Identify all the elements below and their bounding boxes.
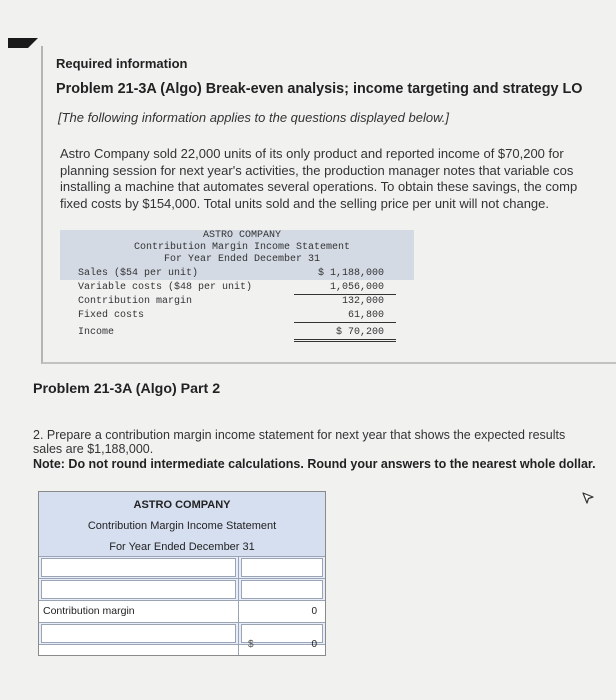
fixed-costs-label-input[interactable] xyxy=(41,624,236,643)
variable-costs-value: 1,056,000 xyxy=(329,282,384,293)
income-value: $ 70,200 xyxy=(335,327,384,338)
answer-company-name: ASTRO COMPANY xyxy=(133,499,231,511)
income-label: Income xyxy=(78,327,115,338)
income-total: 0 xyxy=(311,639,317,650)
contribution-margin-total: 0 xyxy=(311,606,317,617)
row-label-cell xyxy=(39,579,239,600)
contribution-margin-value: 132,000 xyxy=(341,296,384,307)
description-line: fixed costs by $154,000. Total units sold and the selling price per unit will not change. xyxy=(60,195,550,211)
question-line: sales are $1,188,000. xyxy=(33,442,154,456)
contribution-margin-label: Contribution margin xyxy=(43,605,135,617)
table-row xyxy=(39,601,325,623)
row-label-cell xyxy=(39,645,239,655)
answer-income-statement xyxy=(38,491,326,656)
sales-value: $ 1,188,000 xyxy=(317,268,384,279)
table-row xyxy=(39,557,325,579)
answer-table-header xyxy=(39,492,325,557)
row-label-cell xyxy=(39,623,239,644)
row-value-cell xyxy=(239,579,325,600)
underline xyxy=(294,322,396,323)
description-line: planning session for next year's activities, the production manager notes that variable cos xyxy=(60,162,574,178)
statement-company-name: ASTRO COMPANY xyxy=(202,230,281,241)
contribution-margin-label: Contribution margin xyxy=(78,296,193,307)
table-row xyxy=(39,639,325,655)
answer-statement-period: For Year Ended December 31 xyxy=(109,541,255,553)
description-line: installing a machine that automates several operations. To obtain these savings, the comp xyxy=(60,179,578,194)
double-underline xyxy=(294,339,396,340)
required-information-heading: Required information xyxy=(56,56,188,71)
info-note: [The following information applies to the questions displayed below.] xyxy=(58,110,449,125)
bookmark-flag-icon[interactable] xyxy=(8,38,38,48)
fixed-costs-label: Fixed costs xyxy=(78,310,145,321)
row-label-cell xyxy=(39,557,239,578)
problem-description xyxy=(60,146,616,212)
fixed-costs-value: 61,800 xyxy=(347,310,384,321)
income-dollar-sign: $ xyxy=(248,639,254,650)
sales-label: Sales ($54 per unit) xyxy=(78,268,199,279)
table-row xyxy=(39,579,325,601)
statement-period: For Year Ended December 31 xyxy=(163,254,321,265)
row-value-cell xyxy=(239,557,325,578)
row-label-cell xyxy=(39,601,239,622)
part2-title: Problem 21-3A (Algo) Part 2 xyxy=(33,381,221,397)
question-line: 2. Prepare a contribution margin income statement for next year that shows the expected results xyxy=(33,428,566,442)
statement-title: Contribution Margin Income Statement xyxy=(133,242,351,253)
given-income-statement xyxy=(60,230,414,344)
part2-question xyxy=(33,428,616,456)
double-underline xyxy=(294,341,396,342)
variable-costs-amount-input[interactable] xyxy=(241,580,323,599)
sales-label-input[interactable] xyxy=(41,558,236,577)
answer-statement-title: Contribution Margin Income Statement xyxy=(87,520,277,532)
variable-costs-label-input[interactable] xyxy=(41,580,236,599)
mouse-cursor-icon xyxy=(580,490,596,506)
description-line: Astro Company sold 22,000 units of its only product and reported income of $70,200 for xyxy=(60,146,564,161)
sales-amount-input[interactable] xyxy=(241,558,323,577)
underline xyxy=(294,294,396,295)
variable-costs-label: Variable costs ($48 per unit) xyxy=(78,282,253,293)
row-value-cell xyxy=(239,601,325,622)
problem-title: Problem 21-3A (Algo) Break-even analysis; income targeting and strategy LO xyxy=(56,81,583,97)
row-value-cell xyxy=(239,623,325,655)
rounding-note: Note: Do not round intermediate calculations. Round your answers to the nearest whole dollar. xyxy=(33,457,596,471)
